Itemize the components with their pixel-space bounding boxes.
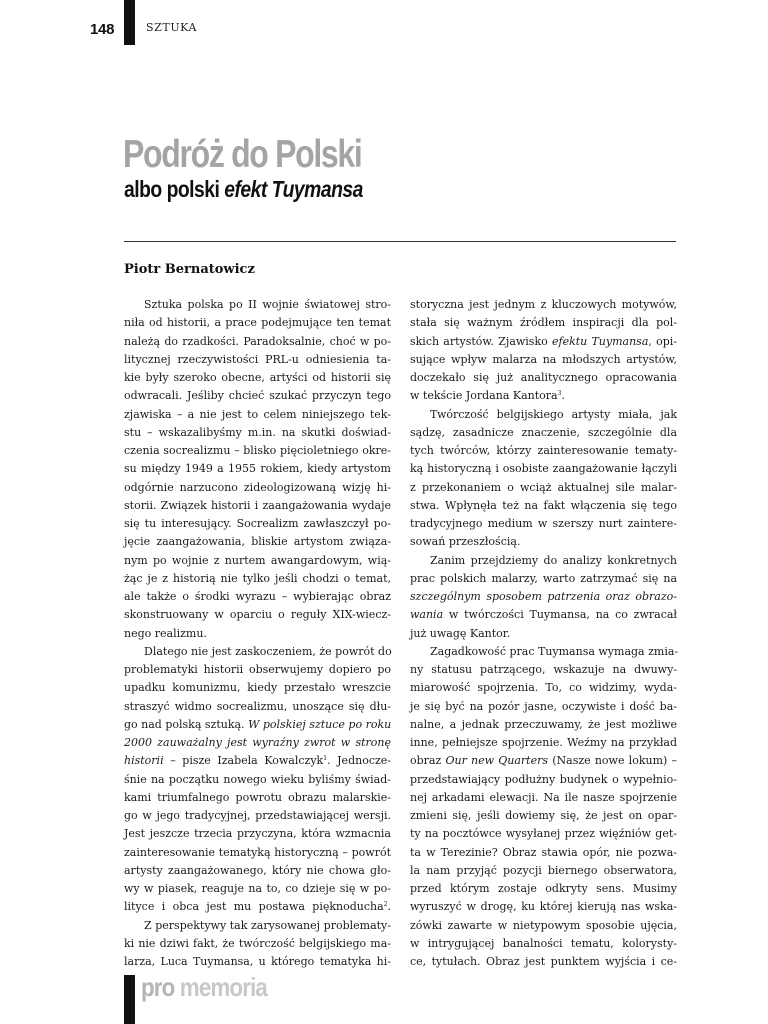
text-line: sądzę, zasadnicze znaczenie, szczególnie dla [410, 425, 677, 439]
text-line: zówki zawarte w nietypowym sposobie ujęcia, [410, 918, 677, 932]
text-line: tradycyjnego medium w szerszy nurt zaintere- [410, 517, 677, 530]
text-line: Zanim przejdziemy do analizy konkretnych [430, 553, 677, 567]
text-line [410, 588, 677, 606]
text-run: w tekście Jordana Kantora [410, 389, 558, 403]
text-line: ce, tytułach. Obraz jest punktem wyjścia i ce- [410, 955, 677, 968]
text-line: go w jego tradycyjnej, przedstawiającej wersji. [124, 809, 391, 822]
text-line: la nam przyjąć pozycji biernego obserwatora, [410, 863, 677, 877]
text-line: nym po wojnie z nurtem awangardowym, wią- [124, 553, 391, 567]
text-line: ale także o środki wyrazu – wybierając obraz [124, 590, 391, 603]
text-line: wy w piasek, reaguje na to, co dzieje się w po- [124, 882, 391, 895]
text-line: je się być na pozór jasne, oczywiste i dość ba- [410, 699, 677, 713]
brand-pro: pro [141, 972, 175, 1002]
text-line: jęcie zaangażowania, bliskie artystom związa- [124, 535, 391, 549]
text-line: inne, pełniejsze spojrzenie. Weźmy na przykład [410, 736, 677, 749]
subtitle-prefix: albo polski [124, 176, 225, 202]
text-line: upadku komunizmu, kiedy przestało wreszcie [124, 681, 391, 695]
text-line: ny statusu patrzącego, wskazuje na dwuwy- [410, 663, 677, 676]
text-line: tych twórców, którzy zainteresowanie tematy- [410, 444, 677, 457]
subtitle-emphasis: efekt Tuymansa [224, 176, 363, 202]
text-line: przed którym zostaje odkryty sens. Musimy [410, 882, 677, 895]
term-italic: efektu Tuymansa [551, 334, 649, 348]
text-line: ki nie dziwi fakt, że twórczość belgijskiego ma- [124, 936, 391, 950]
text-run: (Nasze nowe lokum) – [548, 754, 677, 768]
text-line: ty na pocztówce wysyłanej przez więźniów get- [410, 827, 677, 841]
text-line: już uwagę Kantor. [410, 626, 511, 640]
text-line: litycznej rzeczywistości PRL-u odniesienia ta- [124, 352, 391, 366]
text-line: w intrygującej banalności tematu, kolorysty- [410, 936, 677, 950]
text-line: sujące wpływ malarza na młodszych artystów, [410, 352, 677, 366]
term-italic: szczególnym sposobem patrzenia oraz obrazo- [410, 590, 677, 603]
text-line: Jest jeszcze trzecia przyczyna, która wzmacnia [124, 827, 391, 841]
text-line: wyruszyć w drogę, ku której kierują nas wska- [410, 900, 677, 914]
text-run: obraz [410, 754, 442, 768]
text-line: storyczna jest jednym z kluczowych motywów, [410, 298, 677, 311]
term-italic: wania [410, 608, 444, 622]
brand-memoria: memoria [179, 972, 268, 1002]
text-line: z przekonaniem o wciąż aktualnej sile malar- [410, 480, 677, 494]
text-line: ką historyczną i osobiste zaangażowanie łączyli [410, 462, 677, 476]
text-line [124, 752, 391, 770]
text-line: nego realizmu. [124, 626, 207, 640]
text-column-right [410, 296, 677, 971]
text-line: straszyć widmo socrealizmu, unoszące się dłu- [124, 699, 391, 713]
text-line: ta w Terezinie? Obraz stawia opór, nie pozwa- [410, 845, 677, 859]
text-line: niła od historii, a prace podejmujące ten temat [124, 316, 391, 330]
text-line: larza, Luca Tuymansa, u którego tematyka hi- [124, 955, 391, 968]
title-divider [124, 241, 676, 242]
footnote-marker: 2 [383, 901, 388, 909]
text-line: nalne, a jednak przeczuwamy, że jest możliwe [410, 717, 677, 731]
quote-italic: 2000 zauważalny jest wyraźny zwrot w stronę [124, 736, 391, 749]
text-line [410, 333, 677, 351]
text-line: problematyki historii obserwujemy dopiero po [124, 663, 391, 676]
artwork-title: Our new Quarters [445, 754, 549, 768]
text-line [124, 734, 391, 752]
text-run: go nad polską sztuką. [124, 717, 245, 731]
text-line: odgórnie narzucono zideologizowaną wizję hi- [124, 480, 391, 494]
text-line: czenia socrealizmu – blisko pięcioletniego okre- [124, 444, 391, 457]
author-name: Piotr Bernatowicz [124, 262, 255, 277]
text-line: sowań przeszłością. [410, 535, 521, 549]
article-subtitle [124, 176, 363, 203]
text-line: Twórczość belgijskiego artysty miała, jak [430, 407, 677, 421]
article-title: Podróż do Polski [123, 133, 362, 176]
text-line: odwracali. Jeśliby chcieć szukać przyczyn tego [124, 389, 391, 403]
text-line [124, 898, 391, 916]
text-line [410, 606, 677, 624]
text-line [410, 752, 677, 770]
text-line: Zagadkowość prac Tuymansa wymaga zmia- [430, 644, 679, 658]
text-run: . Jednocze- [327, 754, 391, 768]
footer-brand-logo [141, 972, 267, 1003]
text-line: należą do rzadkości. Paradoksalnie, choć w po- [124, 334, 391, 348]
text-run: skich artystów. Zjawisko [410, 334, 548, 348]
text-run: – pisze Izabela Kowalczyk [163, 754, 324, 768]
page-header [0, 0, 768, 50]
header-bar [124, 0, 135, 45]
text-line: zainteresowanie tematyką historyczną – powrót [124, 845, 391, 859]
page-number: 148 [90, 21, 115, 38]
footnote-marker: 3 [557, 390, 562, 398]
text-line: Sztuka polska po II wojnie światowej stro- [144, 298, 391, 311]
text-line: miarowość spojrzenia. To, co widzimy, wyda- [410, 681, 677, 695]
text-line: zmieni się, jeśli dowiemy się, że jest on opar- [410, 809, 677, 822]
text-line: doczekało się już analitycznego opracowania [410, 371, 677, 384]
text-run: w twórczości Tuymansa, na co zwracał [443, 608, 677, 622]
text-line: żąc je z historią nie tylko jeśli chodzi o temat, [124, 571, 391, 585]
section-label: SZTUKA [146, 21, 198, 34]
text-line [124, 716, 391, 734]
text-line: stała się ważnym źródłem inspiracji dla pol- [410, 316, 677, 330]
text-run: . [387, 900, 391, 914]
text-run: , opi- [648, 334, 678, 348]
text-line: kami triumfalnego powrotu obrazu malarskie- [124, 790, 391, 804]
text-line: su między 1949 a 1955 rokiem, kiedy artystom [124, 462, 391, 476]
quote-italic: W polskiej sztuce po roku [248, 717, 392, 731]
text-line: się tu interesujący. Socrealizm zawłaszczył po- [124, 517, 391, 530]
text-line: śnie na początku nowego wieku byliśmy świad- [124, 772, 391, 786]
text-line: stwa. Wpłynęła też na fakt włączenia się tego [410, 498, 677, 512]
text-line: stu – wskazalibyśmy m.in. na skutki doświad- [124, 425, 391, 439]
text-line: przedstawiający podłużny budynek o wypełnio- [410, 772, 677, 786]
footnote-marker: 1 [323, 755, 328, 763]
text-line: skonstruowany w oparciu o reguły XIX-wiecz- [124, 608, 391, 622]
text-line: artysty zaangażowanego, który nie chowa gło- [124, 863, 391, 877]
quote-italic: historii [124, 754, 164, 768]
text-line: Z perspektywy tak zarysowanej problematy- [144, 918, 391, 932]
text-line: prac polskich malarzy, warto zatrzymać się na [410, 571, 677, 585]
text-line: kie były szeroko obecne, artyści od historii się [124, 371, 391, 384]
text-column-left [124, 296, 391, 971]
text-line: storii. Związek historii i zaangażowania wydaje [124, 498, 391, 512]
text-line: zjawiska – a nie jest to celem niniejszego tek- [124, 407, 391, 421]
text-run: . [561, 389, 565, 403]
text-line [410, 387, 677, 405]
footer-bar [124, 975, 135, 1024]
text-line: nej arkadami elewacji. Na ile nasze spojrzenie [410, 790, 677, 804]
text-line: Dlatego nie jest zaskoczeniem, że powrót do [144, 644, 392, 658]
text-run: lityce i obca jest mu postawa pięknoducha [124, 900, 384, 914]
